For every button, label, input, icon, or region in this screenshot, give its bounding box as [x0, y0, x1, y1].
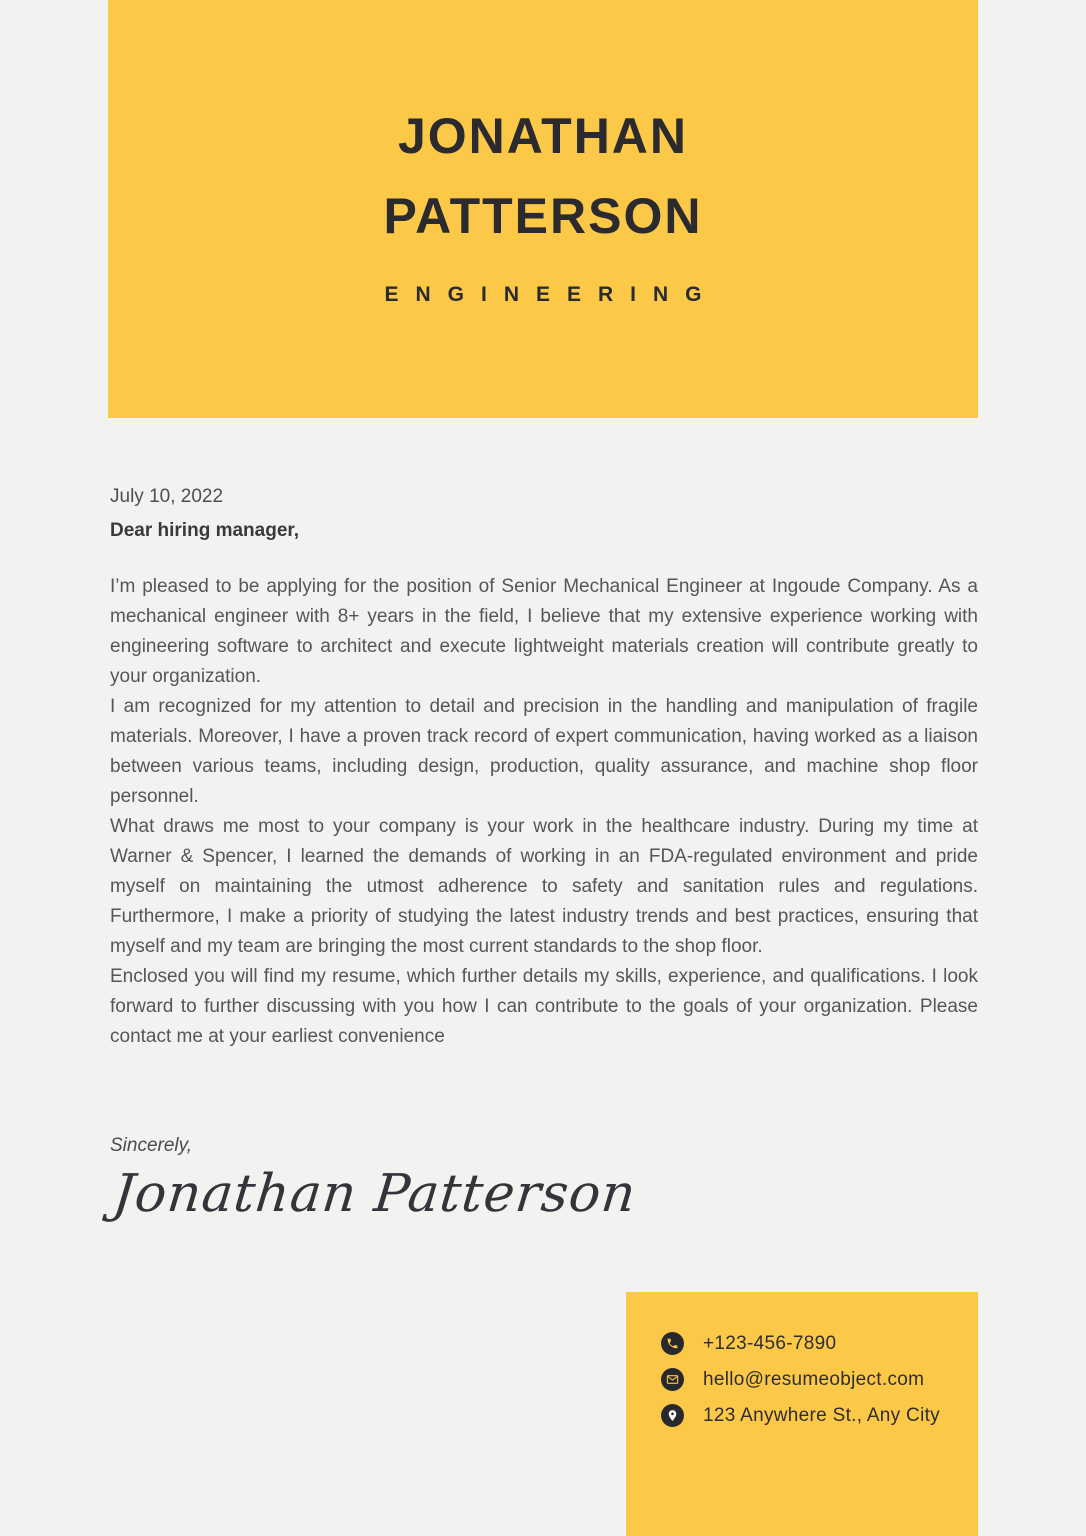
letter-date: July 10, 2022: [110, 486, 224, 507]
profession-subtitle: ENGINEERING: [384, 283, 719, 306]
phone-icon: [661, 1332, 684, 1355]
contact-row-phone: [661, 1332, 978, 1355]
letter-paragraph-4: Enclosed you will find my resume, which further details my skills, experience, and qualifications. I look forward to further discussing with you how I can contribute to the goals of your organization. Please contact me at your earliest convenience: [110, 966, 978, 1047]
applicant-last-name: PATTERSON: [383, 188, 703, 244]
applicant-name: [108, 96, 978, 256]
email-address: hello@resumeobject.com: [703, 1368, 925, 1390]
letter-closing: Sincerely,: [110, 1135, 193, 1156]
header-banner: [108, 0, 978, 418]
signature: Jonathan Patterson: [110, 1164, 640, 1224]
letter-salutation: Dear hiring manager,: [110, 520, 300, 541]
letter-paragraph-3: What draws me most to your company is your work in the healthcare industry. During my time at Warner & Spencer, I learned the demands of working in an FDA-regulated environment and pride myself on maintaining the utmost adherence to safety and sanitation rules and regulations. Furthermore, I make a priority of studying the latest industry trends and best practices, ensuring that myself and my team are bringing the most current standards to the shop floor.: [110, 816, 978, 957]
contact-banner: [626, 1292, 978, 1536]
mail-icon: [661, 1368, 684, 1391]
street-address: 123 Anywhere St., Any City: [703, 1404, 940, 1426]
letter-paragraph-1: I’m pleased to be applying for the position of Senior Mechanical Engineer at Ingoude Company. As a mechanical engineer with 8+ years in the field, I believe that my extensive experience working with engineering software to architect and execute lightweight materials creation will contribute greatly to your organization.: [110, 576, 978, 687]
location-icon: [661, 1404, 684, 1427]
letter-body: [110, 483, 978, 1226]
phone-number: +123-456-7890: [703, 1332, 837, 1354]
contact-row-address: [661, 1404, 978, 1427]
letter-paragraph-2: I am recognized for my attention to detail and precision in the handling and manipulation of fragile materials. Moreover, I have a proven track record of expert communication, having worked as a liaison between various teams, including design, production, quality assurance, and machine shop floor personnel.: [110, 696, 978, 807]
applicant-first-name: JONATHAN: [397, 108, 689, 164]
contact-row-email: [661, 1368, 978, 1391]
